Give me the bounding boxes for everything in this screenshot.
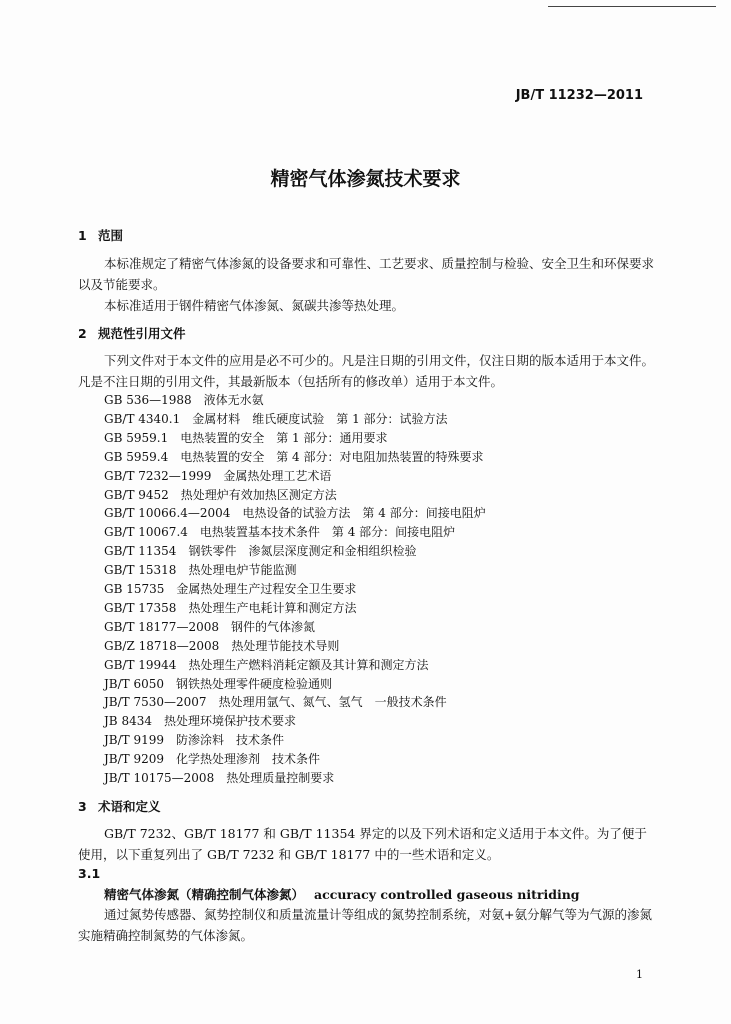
section-title: 规范性引用文件 (98, 326, 186, 341)
paragraph-text: 本标准规定了精密气体渗氮的设备要求和可靠性、工艺要求、质量控制与检验、安全卫生和环保要求以及节能要求。 (78, 256, 655, 292)
paragraph-text: 本标准适用于钢件精密气体渗氮、氮碳共渗等热处理。 (104, 298, 405, 313)
reference-item: JB/T 6050 钢铁热处理零件硬度检验通则 (104, 676, 333, 691)
reference-item: JB/T 9209 化学热处理渗剂 技术条件 (104, 752, 321, 767)
reference-item: JB/T 9199 防渗涂料 技术条件 (104, 733, 285, 748)
reference-item: GB 5959.4 电热装置的安全 第 4 部分：对电阻加热装置的特殊要求 (104, 449, 484, 464)
reference-item: GB 536—1988 液体无水氨 (104, 393, 264, 407)
page-number: 1 (636, 968, 643, 981)
paragraph-text: 通过氮势传感器、氮势控制仪和质量流量计等组成的氮势控制系统，对氨+氨分解气等为气源的渗氮实施精确控制氮势的气体渗氮。 (78, 907, 652, 943)
reference-item: GB/T 15318 热处理电炉节能监测 (104, 563, 297, 578)
reference-item: GB/T 7232—1999 金属热处理工艺术语 (104, 468, 332, 483)
reference-item: GB/Z 18718—2008 热处理节能技术导则 (104, 638, 340, 653)
section-1-para-1 (78, 253, 658, 295)
section-1-para-2 (78, 295, 658, 316)
reference-item: GB/T 18177—2008 钢件的气体渗氮 (104, 619, 315, 634)
section-title: 术语和定义 (98, 799, 161, 814)
standard-code: JB/T 11232—2011 (515, 88, 643, 103)
reference-item: GB/T 10067.4 电热装置基本技术条件 第 4 部分：间接电阻炉 (104, 525, 456, 540)
section-number: 2 (78, 326, 87, 341)
reference-item: GB/T 19944 热处理生产燃料消耗定额及其计算和测定方法 (104, 657, 429, 672)
reference-item: GB/T 17358 热处理生产电耗计算和测定方法 (104, 600, 357, 615)
section-2-heading (78, 324, 186, 342)
section-3-intro (78, 823, 658, 865)
term-english: accuracy controlled gaseous nitriding (314, 887, 580, 902)
paragraph-text: GB/T 7232、GB/T 18177 和 GB/T 11354 界定的以及下列术语和定义适用于本文件。为了便于使用，以下重复列出了 GB/T 7232 和 GB/T 18177 中的一些术语和定义。 (78, 826, 647, 862)
header-rule (548, 6, 716, 7)
term-definition (78, 904, 658, 946)
reference-item: JB 8434 热处理环境保护技术要求 (104, 714, 296, 729)
reference-item: GB/T 4340.1 金属材料 维氏硬度试验 第 1 部分：试验方法 (104, 411, 448, 426)
document-title: 精密气体渗氮技术要求 (270, 168, 461, 190)
reference-item: GB/T 10066.4—2004 电热设备的试验方法 第 4 部分：间接电阻炉 (104, 506, 486, 521)
section-title: 范围 (98, 228, 124, 243)
term-chinese: 精密气体渗氮（精确控制气体渗氮） (104, 887, 305, 902)
reference-item: JB/T 10175—2008 热处理质量控制要求 (104, 771, 335, 785)
section-2-intro (78, 350, 658, 392)
paragraph-text: 下列文件对于本文件的应用是必不可少的。凡是注日期的引用文件，仅注日期的版本适用于本文件。凡是不注日期的引用文件，其最新版本（包括所有的修改单）适用于本文件。 (78, 353, 655, 389)
section-number: 3 (78, 799, 87, 814)
term-3-1 (104, 885, 580, 903)
reference-item: GB 5959.1 电热装置的安全 第 1 部分：通用要求 (104, 430, 388, 445)
section-1-heading (78, 226, 123, 244)
clause-number: 3.1 (78, 866, 101, 881)
section-number: 1 (78, 228, 87, 243)
reference-item: JB/T 7530—2007 热处理用氩气、氮气、氢气 一般技术条件 (104, 695, 447, 710)
reference-item: GB 15735 金属热处理生产过程安全卫生要求 (104, 582, 357, 596)
reference-item: GB/T 9452 热处理炉有效加热区测定方法 (104, 487, 337, 502)
reference-item: GB/T 11354 钢铁零件 渗氮层深度测定和金相组织检验 (104, 544, 417, 559)
section-3-heading (78, 797, 161, 815)
